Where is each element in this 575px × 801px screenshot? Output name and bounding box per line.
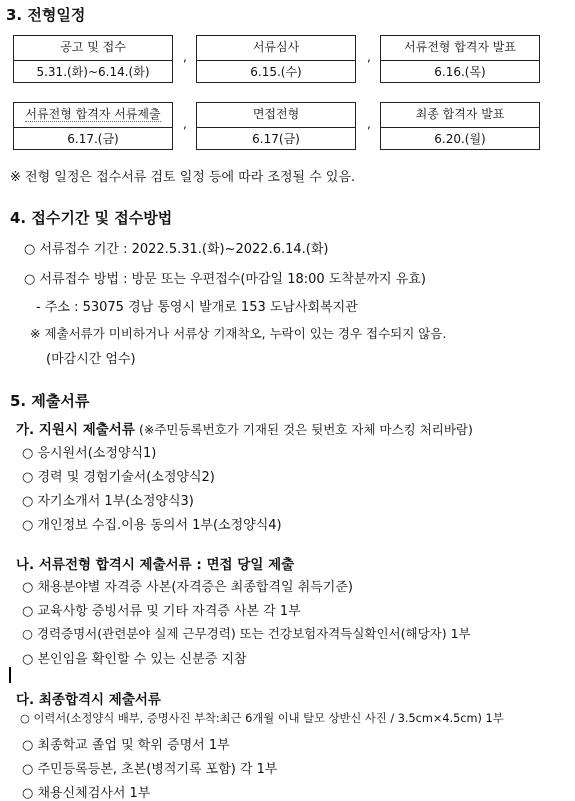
subsection-da-title: 다. 최종합격시 제출서류 <box>16 692 161 708</box>
schedule-box-1 <box>13 35 173 83</box>
address: - 주소 : 53075 경남 통영시 발개로 153 도남사회복지관 <box>36 300 358 315</box>
list-item: ○ 경력증명서(관련분야 실제 근무경력) 또는 건강보험자격득실확인서(해당자) 1부 <box>22 626 471 641</box>
list-item: ○ 자기소개서 1부(소정양식3) <box>22 494 194 509</box>
list-item: ○ 교육사항 증빙서류 및 기타 자격증 사본 각 1부 <box>22 604 301 619</box>
schedule-label: 최종 합격자 발표 <box>381 103 539 128</box>
application-method: ○ 서류접수 방법 : 방문 또는 우편접수(마감일 18:00 도착분까지 유효) <box>24 272 426 287</box>
schedule-box-4 <box>13 102 173 150</box>
schedule-date: 6.20.(월) <box>434 132 486 146</box>
section-3-title: 3. 전형일정 <box>6 6 86 24</box>
schedule-separator: , <box>367 50 371 64</box>
schedule-note: ※ 전형 일정은 접수서류 검토 일정 등에 따라 조정될 수 있음. <box>10 170 356 185</box>
schedule-label: 공고 및 접수 <box>14 36 172 61</box>
schedule-label: 면접전형 <box>197 103 355 128</box>
schedule-box-5 <box>196 102 356 150</box>
list-item: ○ 경력 및 경험기술서(소정양식2) <box>22 470 215 485</box>
schedule-date: 6.17.(금) <box>67 132 119 146</box>
subsection-ga <box>16 418 473 438</box>
schedule-box-6 <box>380 102 540 150</box>
text-cursor <box>9 667 11 683</box>
schedule-label: 서류심사 <box>197 36 355 61</box>
subsection-ga-note: (※주민등록번호가 기재된 것은 뒷번호 자체 마스킹 처리바람) <box>139 422 473 437</box>
deadline-note: (마감시간 엄수) <box>46 352 136 367</box>
list-item: ○ 개인정보 수집.이용 동의서 1부(소정양식4) <box>22 518 282 533</box>
schedule-box-3 <box>380 35 540 83</box>
list-item: ○ 최종학교 졸업 및 학위 증명서 1부 <box>22 738 230 753</box>
list-item: ○ 이력서(소정양식 배부, 증명사진 부착:최근 6개월 이내 탈모 상반신 사진 / 3.5cm×4.5cm) 1부 <box>20 712 504 725</box>
schedule-separator: , <box>183 117 187 131</box>
schedule-date: 5.31.(화)~6.14.(화) <box>36 65 150 79</box>
list-item: ○ 본인임을 확인할 수 있는 신분증 지참 <box>22 652 247 667</box>
section-5-title: 5. 제출서류 <box>10 392 90 410</box>
subsection-na-title: 나. 서류전형 합격시 제출서류 : 면접 당일 제출 <box>16 557 295 573</box>
application-period: ○ 서류접수 기간 : 2022.5.31.(화)~2022.6.14.(화) <box>24 242 329 257</box>
schedule-separator: , <box>183 50 187 64</box>
schedule-date: 6.16.(목) <box>434 65 486 79</box>
list-item: ○ 응시원서(소정양식1) <box>22 446 157 461</box>
schedule-label: 서류전형 합격자 서류제출 <box>14 103 172 128</box>
list-item: ○ 주민등록등본, 초본(병적기록 포함) 각 1부 <box>22 762 278 777</box>
list-item: ○ 채용신체검사서 1부 <box>22 786 151 801</box>
schedule-label: 서류전형 합격자 발표 <box>381 36 539 61</box>
schedule-date: 6.17(금) <box>252 132 300 146</box>
list-item: ○ 채용분야별 자격증 사본(자격증은 최종합격일 취득기준) <box>22 580 353 595</box>
schedule-separator: , <box>367 117 371 131</box>
section-4-title: 4. 접수기간 및 접수방법 <box>10 209 173 227</box>
schedule-date: 6.15.(수) <box>250 65 302 79</box>
schedule-box-2 <box>196 35 356 83</box>
application-note: ※ 제출서류가 미비하거나 서류상 기재착오, 누락이 있는 경우 접수되지 않음. <box>30 326 447 341</box>
subsection-ga-title: 가. 지원시 제출서류 <box>16 422 135 438</box>
